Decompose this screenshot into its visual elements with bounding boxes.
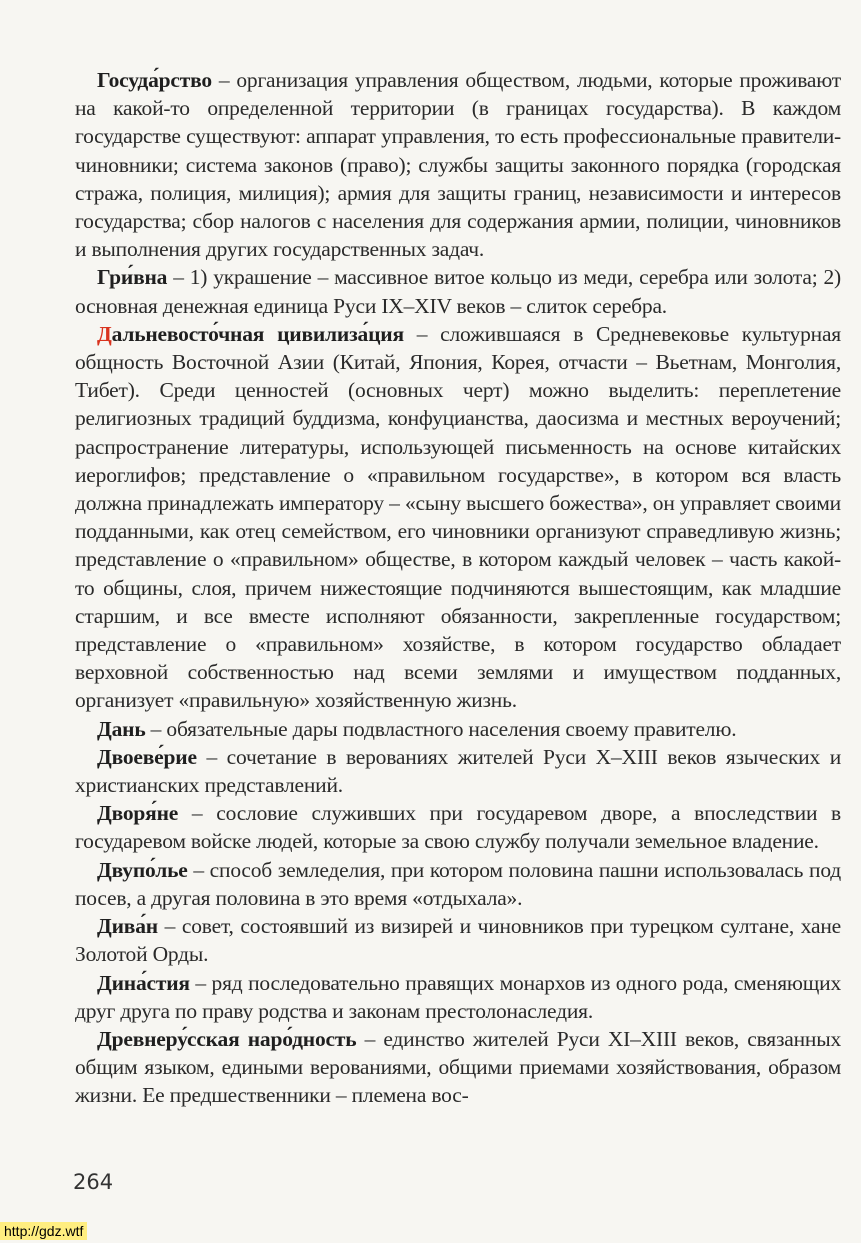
entry-gosudarstvo	[75, 66, 841, 263]
term: Дина́стия	[97, 970, 190, 995]
definition: – организация управления обществом, людьми, которые проживают на какой-то определенной территории (в границах государства). В каждом государстве существуют: аппарат управления, то есть профессиональные правители-чиновники; система законов (право); службы защиты законного порядка (городская стража, полиция, милиция); армия для защиты границ, независимости и интересов государства; сбор налогов с населения для содержания армии, полиции, чиновников и выполнения других государственных задач.	[75, 68, 841, 262]
term: Дворя́не	[97, 801, 179, 826]
definition: – способ земледелия, при котором половина пашни использовалась под посев, а другая половина в это время «отдыхала».	[75, 857, 841, 910]
term: альневосто́чная цивилиза́ция	[111, 321, 404, 346]
definition: – совет, состоявший из визирей и чиновников при турецком султане, хане Золотой Орды.	[75, 914, 841, 967]
glossary-text	[75, 66, 841, 1110]
entry-drevnerusskaya	[75, 1025, 841, 1110]
definition: – 1) украшение – массивное витое кольцо из меди, серебра или золота; 2) основная денежная единица Руси IX–XIV веков – слиток серебра.	[75, 265, 841, 318]
watermark-link[interactable]: http://gdz.wtf	[0, 1222, 87, 1240]
page-number: 264	[73, 1170, 114, 1194]
term: Двупо́лье	[97, 857, 188, 882]
definition: – сложившаяся в Средневековье культурная общность Восточной Азии (Китай, Япония, Корея, отчасти – Вьетнам, Монголия, Тибет). Среди ценностей (основных черт) можно выделить: переплетение религиозных традиций буддизма, конфуцианства, даосизма и местных вероучений; распространение литературы, использующей письменность на основе китайских иероглифов; представление о «правильном государстве», в котором вся власть должна принадлежать императору – «сыну высшего божества», он управляет своими подданными, как отец семейством, его чиновники организуют справедливую жизнь; представление о «правильном» обществе, в котором каждый человек – часть какой-то общины, слоя, причем нижестоящие подчиняются вышестоящим, как младшие старшим, и все вместе исполняют обязанности, закрепленные государством; представление о «правильном» хозяйстве, в котором государство обладает верховной собственностью над всеми землями и имуществом подданных, организует «правильную» хозяйственную жизнь.	[75, 321, 841, 713]
term: Древнеру́сская наро́дность	[97, 1026, 357, 1051]
term: Гри́вна	[97, 265, 168, 290]
definition: – ряд последовательно правящих монархов из одного рода, сменяющих друг друга по праву родства и законам престолонаследия.	[75, 970, 841, 1023]
entry-dvoeverie	[75, 743, 841, 799]
definition: – сочетание в верованиях жителей Руси X–XIII веков языческих и христианских представлений.	[75, 744, 841, 798]
term: Дива́н	[97, 914, 158, 939]
term: Двоеве́рие	[97, 744, 197, 769]
definition: – единство жителей Руси XI–XIII веков, связанных общим языком, едиными верованиями, общими приемами хозяйствования, образом жизни. Ее предшественники – племена вос-	[75, 1026, 841, 1108]
definition: – сословие служивших при государевом дворе, а впоследствии в государевом войске людей, которые за свою службу получали земельное владение.	[75, 801, 841, 854]
term: Госуда́рство	[97, 68, 212, 92]
entry-dinastiya	[75, 969, 841, 1025]
entry-dalnevostochnaya	[75, 320, 841, 715]
entry-grivna	[75, 263, 841, 319]
entry-dvoryane	[75, 799, 841, 855]
term-initial-letter: Д	[97, 321, 112, 346]
definition: – обязательные дары подвластного населения своему правителю.	[145, 716, 737, 741]
entry-dvupolye	[75, 856, 841, 912]
entry-dan	[75, 715, 841, 743]
entry-divan	[75, 912, 841, 968]
term: Дань	[97, 716, 146, 741]
